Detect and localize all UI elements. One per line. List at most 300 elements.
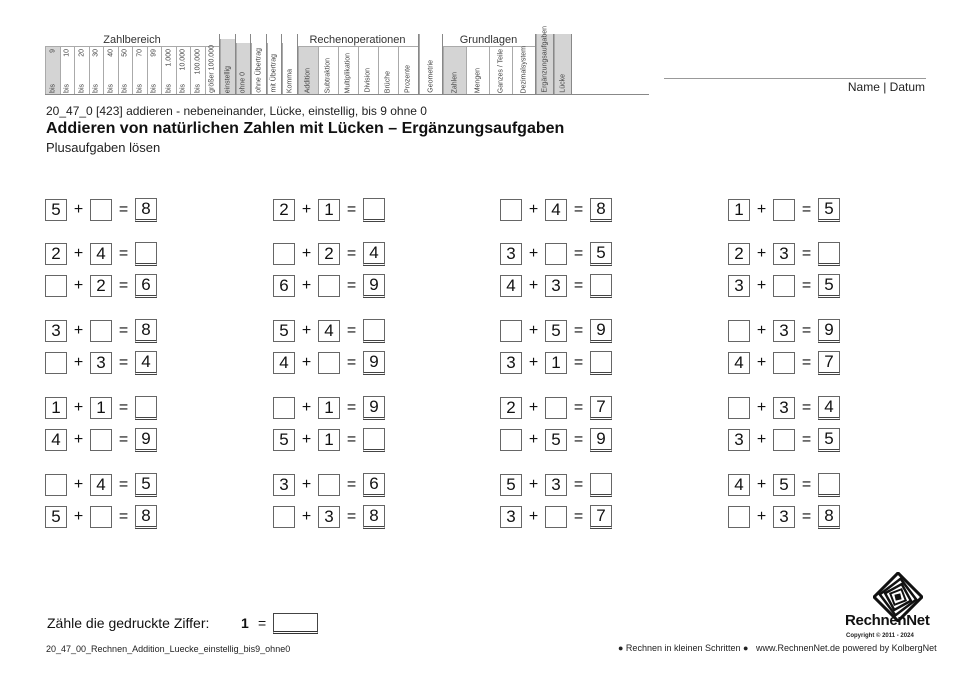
sum-box: 8 [135,198,157,222]
column-label: Geometrie [427,60,434,93]
sum-box: 7 [590,505,612,529]
addend-1-box: 2 [728,243,750,265]
plus-sign: + [73,399,84,416]
sum-box: 9 [363,396,385,420]
answer-box-addend-2[interactable] [90,320,112,342]
column-label: bis [179,84,187,93]
addend-2-box: 2 [318,243,340,265]
equation [728,505,840,529]
column-top-label: 10.000 [179,49,187,71]
category-column [554,34,571,95]
sum-box: 7 [590,396,612,420]
copyright: Copyright © 2011 - 2024 [846,633,914,639]
answer-box-addend-1[interactable] [45,275,67,297]
plus-sign: + [73,508,84,525]
equation [45,473,157,497]
answer-box-addend-2[interactable] [318,352,340,374]
column-top-label: 20 [78,49,86,57]
addend-1-box: 5 [273,320,295,342]
equation [45,242,157,266]
equals-sign: = [801,201,812,218]
equals-sign: = [573,508,584,525]
equation [728,473,840,497]
equals-sign: = [118,354,129,371]
column-label: einstellig [224,65,232,93]
addend-2-box: 1 [318,397,340,419]
column-top-label: 9 [49,49,57,53]
answer-box-sum[interactable] [363,198,385,222]
zahlbereich-column [147,47,162,95]
addend-1-box: 3 [728,275,750,297]
answer-box-addend-2[interactable] [90,506,112,528]
sum-box: 6 [363,473,385,497]
addend-2-box: 3 [773,506,795,528]
plus-sign: + [756,277,767,294]
column-label: ohne Übertrag [255,48,263,93]
answer-box-addend-2[interactable] [90,199,112,221]
addend-2-box: 3 [545,474,567,496]
addend-1-box: 6 [273,275,295,297]
equation [728,274,840,298]
column-label: bis [92,84,100,93]
plus-sign: + [528,245,539,262]
equals-sign: = [573,322,584,339]
column-top-label: 70 [136,49,144,57]
addend-2-box: 3 [773,243,795,265]
column-label: Lücke [559,74,566,93]
zahlbereich-column [118,47,133,95]
equation [728,198,840,222]
plus-sign: + [73,201,84,218]
answer-box-sum[interactable] [818,242,840,266]
category-single [282,34,298,95]
equals-sign: = [573,201,584,218]
count-answer-box[interactable] [273,613,318,634]
equals-sign: = [346,201,357,218]
equals-sign: = [573,277,584,294]
sum-box: 9 [135,428,157,452]
grundlagen-column [466,47,489,95]
equals-sign: = [573,476,584,493]
addend-2-box: 1 [318,199,340,221]
addend-2-box: 4 [545,199,567,221]
column-label: bis [107,84,115,93]
equals-sign: = [118,245,129,262]
addend-1-box: 2 [500,397,522,419]
answer-box-addend-1[interactable] [500,320,522,342]
addend-2-box: 1 [90,397,112,419]
column-top-label: 50 [121,49,129,57]
plus-sign: + [301,277,312,294]
plus-sign: + [301,399,312,416]
plus-sign: + [73,476,84,493]
equation [273,242,385,266]
grundlagen-column [512,47,535,95]
answer-box-addend-1[interactable] [500,429,522,451]
equals-sign: = [573,399,584,416]
sum-box: 5 [135,473,157,497]
answer-box-addend-2[interactable] [773,199,795,221]
category-column [419,34,442,95]
equation [500,351,612,375]
equation [273,396,385,420]
plus-sign: + [528,476,539,493]
equals-sign: = [801,431,812,448]
plus-sign: + [301,354,312,371]
zahlbereich-column [74,47,89,95]
sum-box: 7 [818,351,840,375]
equals-sign: = [118,399,129,416]
group-title: Zahlbereich [45,34,219,47]
answer-box-addend-1[interactable] [500,199,522,221]
addend-1-box: 3 [45,320,67,342]
zahlbereich-column [176,47,191,95]
zahlbereich-column [103,47,118,95]
group-title: Grundlagen [443,34,535,47]
answer-box-sum[interactable] [135,242,157,266]
answer-box-addend-2[interactable] [773,352,795,374]
category-single [554,34,572,95]
sum-box: 6 [135,274,157,298]
addend-2-box: 5 [773,474,795,496]
rechenoperation-column [298,47,318,95]
column-label: Division [364,68,372,93]
addend-2-box: 2 [90,275,112,297]
zahlbereich-column [161,47,176,95]
category-single [236,34,252,95]
plus-sign: + [301,322,312,339]
column-top-label: 10 [63,49,71,57]
column-label: Ergänzungsaufgaben [541,26,548,93]
rechenoperation-column [358,47,378,95]
sum-box: 9 [590,319,612,343]
equals-sign: = [573,431,584,448]
equals-sign: = [118,431,129,448]
answer-box-addend-1[interactable] [273,506,295,528]
column-label: bis [78,84,86,93]
equals-sign: = [801,508,812,525]
answer-box-sum[interactable] [818,473,840,497]
answer-box-addend-2[interactable] [545,243,567,265]
equation [728,428,840,452]
answer-box-addend-1[interactable] [45,352,67,374]
rechenoperation-column [318,47,338,95]
sum-box: 9 [363,274,385,298]
column-top-label: 1.000 [165,49,173,67]
category-table-bottom-border [45,94,649,95]
worksheet-subtitle: Plusaufgaben lösen [46,140,161,155]
addend-1-box: 3 [500,352,522,374]
grundlagen-column [489,47,512,95]
category-single [419,34,443,95]
zahlbereich-column [45,47,60,95]
column-label: bis [63,84,71,93]
plus-sign: + [528,431,539,448]
plus-sign: + [301,431,312,448]
sum-box: 5 [818,428,840,452]
equals-sign: = [346,277,357,294]
rechenoperation-column [338,47,358,95]
category-group-zahlbereich [45,34,220,95]
answer-box-addend-2[interactable] [90,429,112,451]
addend-1-box: 2 [273,199,295,221]
answer-box-addend-2[interactable] [545,397,567,419]
category-column [536,26,553,95]
column-label: Ganzes / Teile [497,48,504,93]
category-column [251,43,266,95]
count-label: Zähle die gedruckte Ziffer: [47,615,210,631]
column-label: bis [136,84,144,93]
category-column [282,43,297,95]
column-label: Zahlen [451,71,458,93]
equation [273,274,385,298]
category-single [251,34,267,95]
plus-sign: + [301,476,312,493]
plus-sign: + [756,201,767,218]
equals-sign: = [118,201,129,218]
zahlbereich-column [190,47,205,95]
sum-box: 9 [363,351,385,375]
plus-sign: + [756,508,767,525]
category-group-rechenoperationen [298,34,419,95]
column-top-label: 30 [92,49,100,57]
sum-box: 9 [818,319,840,343]
equation [500,198,612,222]
addend-1-box: 5 [273,429,295,451]
sum-box: 8 [135,505,157,529]
addend-1-box: 4 [273,352,295,374]
sum-box: 4 [363,242,385,266]
equals-sign: = [118,322,129,339]
zahlbereich-column [205,47,220,95]
equation [500,473,612,497]
answer-box-addend-1[interactable] [273,397,295,419]
equation [45,198,157,222]
answer-box-addend-2[interactable] [318,275,340,297]
answer-box-addend-1[interactable] [728,397,750,419]
column-label: bis [121,84,129,93]
sum-box: 5 [590,242,612,266]
equals-sign: = [118,476,129,493]
addend-2-box: 3 [545,275,567,297]
addend-1-box: 5 [45,199,67,221]
addend-2-box: 3 [318,506,340,528]
plus-sign: + [756,476,767,493]
answer-box-sum[interactable] [590,351,612,375]
addend-2-box: 3 [773,397,795,419]
addend-1-box: 5 [45,506,67,528]
answer-box-addend-1[interactable] [728,320,750,342]
addend-1-box: 2 [45,243,67,265]
equation [273,198,385,222]
addend-1-box: 3 [500,506,522,528]
equals-sign: = [801,322,812,339]
count-digit: 1 [241,615,249,631]
addend-2-box: 1 [545,352,567,374]
addend-2-box: 5 [545,429,567,451]
rechenoperation-column [378,47,398,95]
addend-1-box: 1 [45,397,67,419]
equals-sign: = [801,245,812,262]
equation [45,428,157,452]
addend-1-box: 1 [728,199,750,221]
category-single [536,26,554,95]
answer-box-addend-2[interactable] [773,275,795,297]
equation [500,505,612,529]
equation [45,351,157,375]
plus-sign: + [756,431,767,448]
equals-sign: = [346,399,357,416]
column-label: Komma [286,68,294,93]
rechenoperation-column [398,47,418,95]
addend-1-box: 3 [273,474,295,496]
sum-box: 8 [590,198,612,222]
plus-sign: + [528,399,539,416]
plus-sign: + [73,322,84,339]
equation [728,319,840,343]
equation [45,505,157,529]
addend-2-box: 1 [318,429,340,451]
answer-box-sum[interactable] [363,319,385,343]
answer-box-sum[interactable] [590,473,612,497]
answer-box-addend-2[interactable] [318,474,340,496]
answer-box-sum[interactable] [363,428,385,452]
category-column [267,43,282,95]
plus-sign: + [73,245,84,262]
addend-1-box: 3 [500,243,522,265]
group-title: Rechenoperationen [298,34,418,47]
plus-sign: + [756,399,767,416]
website-credit: www.RechnenNet.de powered by KolbergNet [756,643,937,653]
sum-box: 4 [818,396,840,420]
addend-2-box: 5 [545,320,567,342]
plus-sign: + [528,508,539,525]
equals-sign: = [118,277,129,294]
zahlbereich-column [132,47,147,95]
column-label: größer 100.000 [208,45,216,93]
column-label: bis [165,84,173,93]
equation [500,396,612,420]
equation [273,505,385,529]
answer-box-sum[interactable] [135,396,157,420]
equation [273,351,385,375]
equals-sign: = [346,322,357,339]
answer-box-sum[interactable] [590,274,612,298]
equals-sign: = [801,354,812,371]
zahlbereich-column [60,47,75,95]
grundlagen-column [443,47,466,95]
answer-box-addend-1[interactable] [273,243,295,265]
column-label: Addition [304,67,312,93]
plus-sign: + [756,354,767,371]
plus-sign: + [528,322,539,339]
category-column [236,43,251,95]
plus-sign: + [756,322,767,339]
sum-box: 5 [818,198,840,222]
category-column [220,39,235,95]
equation [45,319,157,343]
answer-box-addend-1[interactable] [45,474,67,496]
addend-2-box: 4 [318,320,340,342]
equation [273,428,385,452]
plus-sign: + [73,431,84,448]
equation [273,473,385,497]
equation [45,274,157,298]
column-label: ohne 0 [239,71,247,93]
plus-sign: + [301,508,312,525]
addend-2-box: 3 [90,352,112,374]
plus-sign: + [301,201,312,218]
equation [273,319,385,343]
equation [500,428,612,452]
column-label: bis [49,84,57,93]
column-label: Subtraktion [324,57,332,93]
category-group-grundlagen [443,34,536,95]
category-single [267,34,283,95]
brand-name: RechnenNet [845,612,930,629]
column-label: Dezimalsystem [520,45,527,93]
name-date-label: Name | Datum [847,80,925,94]
plus-sign: + [528,201,539,218]
column-label: bis [150,84,158,93]
plus-sign: + [73,354,84,371]
signature-line [664,78,926,79]
equals-sign: = [346,476,357,493]
sum-box: 8 [135,319,157,343]
equation [728,351,840,375]
worksheet-code-line: 20_47_0 [423] addieren - nebeneinander, Lücke, einstellig, bis 9 ohne 0 [46,104,427,118]
equation [728,242,840,266]
plus-sign: + [73,277,84,294]
sum-box: 4 [135,351,157,375]
equals-sign: = [346,354,357,371]
answer-box-addend-2[interactable] [545,506,567,528]
equals-sign: = [118,508,129,525]
equation [45,396,157,420]
sum-box: 5 [818,274,840,298]
addend-2-box: 4 [90,243,112,265]
equals-sign: = [346,508,357,525]
column-label: Prozente [404,64,412,93]
sum-box: 9 [590,428,612,452]
zahlbereich-column [89,47,104,95]
equation [500,242,612,266]
addend-1-box: 4 [728,474,750,496]
addend-2-box: 4 [90,474,112,496]
count-equals: = [258,615,267,631]
plus-sign: + [528,277,539,294]
answer-box-addend-2[interactable] [773,429,795,451]
equals-sign: = [346,245,357,262]
answer-box-addend-1[interactable] [728,506,750,528]
plus-sign: + [301,245,312,262]
column-label: Mengen [474,67,481,93]
column-top-label: 99 [150,49,158,57]
category-single [220,34,236,95]
addend-1-box: 4 [45,429,67,451]
addend-1-box: 4 [728,352,750,374]
column-label: Multiplikation [344,52,352,93]
equals-sign: = [573,245,584,262]
slogan: ● Rechnen in kleinen Schritten ● [618,643,749,653]
addend-2-box: 3 [773,320,795,342]
equals-sign: = [801,277,812,294]
equation [728,396,840,420]
plus-sign: + [528,354,539,371]
sum-box: 8 [363,505,385,529]
addend-1-box: 5 [500,474,522,496]
column-label: bis [194,84,202,93]
